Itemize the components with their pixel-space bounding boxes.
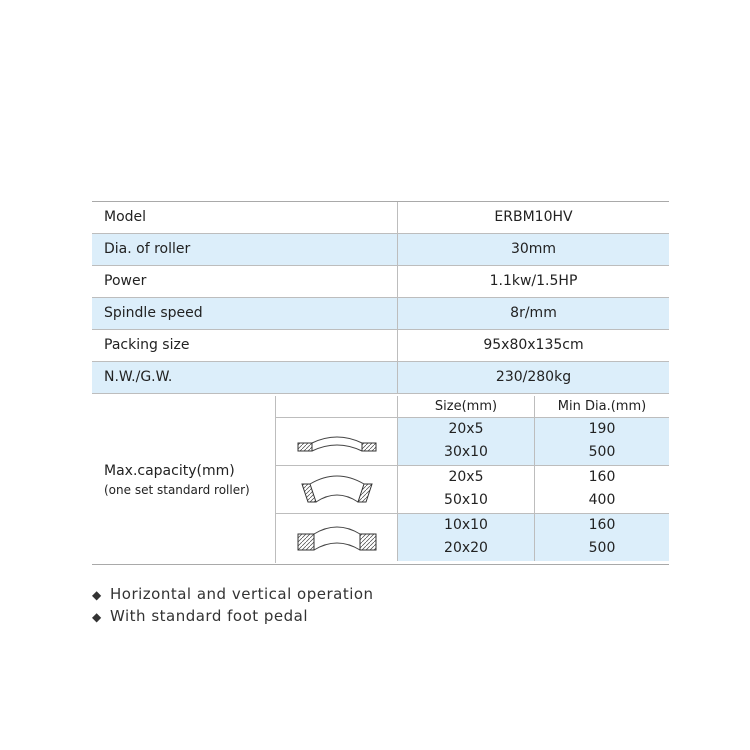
spec-value: 1.1kw/1.5HP: [489, 273, 578, 289]
min-dia-cell: [535, 514, 669, 561]
spec-label: Power: [92, 266, 398, 297]
spec-row-spindle-speed: [92, 298, 669, 330]
min-dia-cell: [535, 418, 669, 465]
spec-value: 95x80x135cm: [483, 337, 584, 353]
min-dia-value: 190: [588, 421, 616, 437]
edge-bar-bend-icon: [276, 466, 398, 513]
spec-value: 8r/mm: [398, 298, 669, 329]
header-blank-cell: [276, 396, 398, 418]
spec-label: Model: [92, 202, 398, 233]
feature-note-text: Horizontal and vertical operation: [110, 585, 374, 603]
spec-value: ERBM10HV: [494, 209, 573, 225]
column-header-min-dia: Min Dia.(mm): [535, 396, 669, 418]
spec-label: Dia. of roller: [92, 234, 398, 265]
min-dia-value: 160: [588, 469, 616, 485]
feature-note: [92, 606, 374, 628]
size-value: 20x5: [448, 469, 484, 485]
spec-row-packing-size: [92, 330, 669, 362]
capacity-group-square: [276, 514, 669, 562]
feature-note-text: With standard foot pedal: [110, 607, 309, 625]
size-cell: [398, 466, 535, 513]
min-dia-value: 500: [588, 540, 616, 556]
spec-table: [92, 201, 669, 565]
spec-row-weight: [92, 362, 669, 394]
min-dia-value: 500: [588, 444, 616, 460]
spec-label: N.W./G.W.: [92, 362, 398, 393]
spec-row-model: [92, 202, 669, 234]
capacity-label: [92, 396, 276, 563]
spec-row-power: [92, 266, 669, 298]
min-dia-value: 400: [588, 492, 616, 508]
diamond-bullet-icon: ◆: [92, 588, 102, 602]
capacity-subtitle: (one set standard roller): [104, 482, 250, 497]
size-cell: [398, 418, 535, 465]
size-value: 20x5: [448, 421, 484, 437]
size-cell: [398, 514, 535, 561]
feature-notes: [92, 584, 374, 628]
column-header-size: Size(mm): [398, 396, 535, 418]
size-value: 50x10: [444, 492, 488, 508]
square-bar-bend-icon: [276, 514, 398, 561]
min-dia-cell: [535, 466, 669, 513]
flat-bar-bend-icon: [276, 418, 398, 465]
spec-label: Spindle speed: [92, 298, 398, 329]
size-value: 20x20: [444, 540, 488, 556]
diamond-bullet-icon: ◆: [92, 610, 102, 624]
capacity-group-edge: [276, 466, 669, 514]
min-dia-value: 160: [588, 517, 616, 533]
spec-label: Packing size: [92, 330, 398, 361]
spec-value: 30mm: [398, 234, 669, 265]
size-value: 30x10: [444, 444, 488, 460]
feature-note: [92, 584, 374, 606]
capacity-title: Max.capacity(mm): [104, 462, 235, 479]
size-value: 10x10: [444, 517, 488, 533]
spec-row-roller-diameter: [92, 234, 669, 266]
spec-value: 230/280kg: [398, 362, 669, 393]
capacity-group-flat: [276, 418, 669, 466]
